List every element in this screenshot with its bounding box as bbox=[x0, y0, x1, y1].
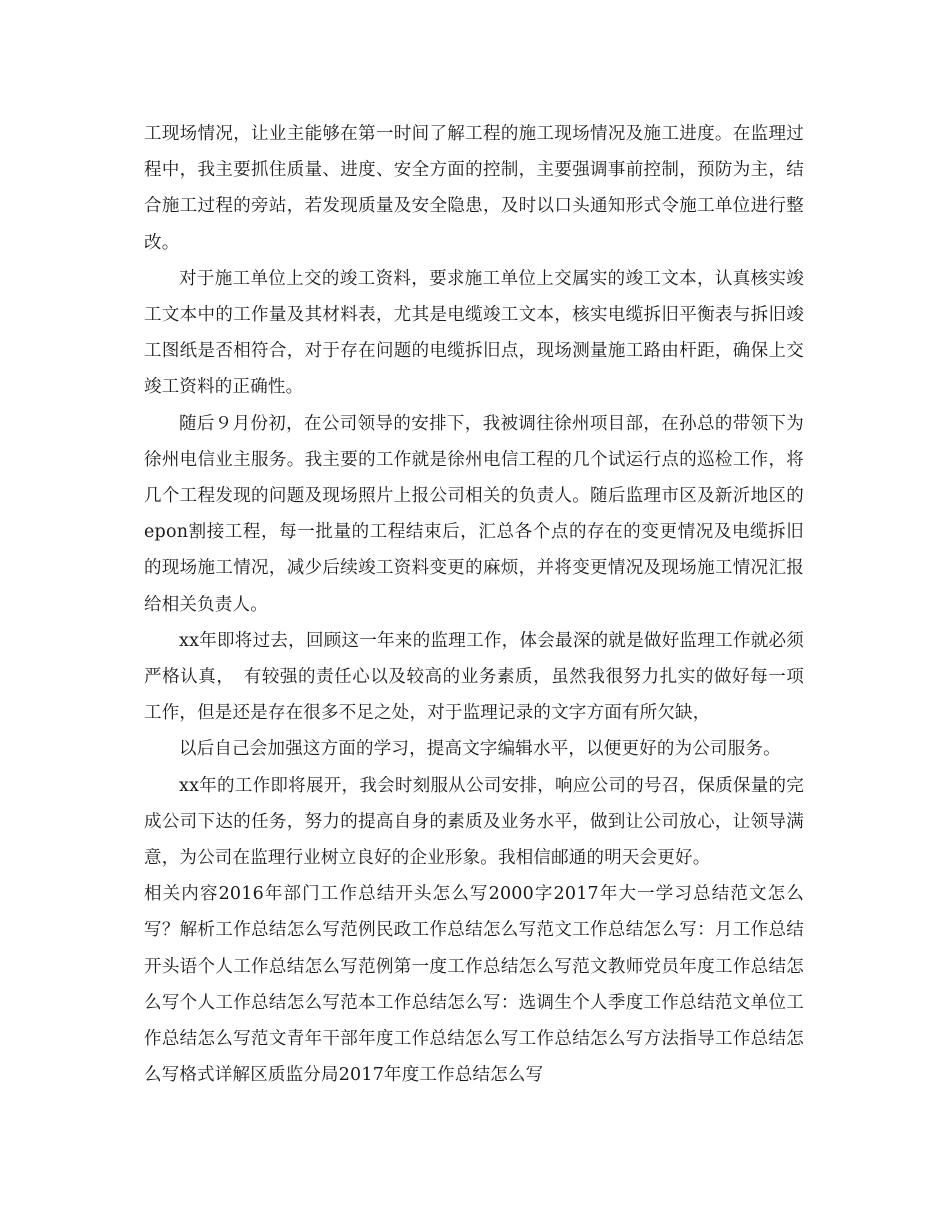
paragraph-site-supervision: 工现场情况，让业主能够在第一时间了解工程的施工现场情况及施工进度。在监理过程中，我主要抓住质量、进度、安全方面的控制，主要强调事前控制，预防为主，结合施工过程的旁站，若发现质量及安全隐患，及时以口头通知形式令施工单位进行整改。 bbox=[144, 124, 804, 253]
paragraph-next-year: xx年的工作即将展开，我会时刻服从公司安排，响应公司的号召，保质保量的完成公司下达的任务，努力的提高自身的素质及业务水平，做到让公司放心，让领导满意，为公司在监理行业树立良好的企业形象。我相信邮通的明天会更好。 bbox=[144, 775, 804, 869]
paragraph-improvement: 以后自己会加强这方面的学习，提高文字编辑水平，以便更好的为公司服务。 bbox=[179, 739, 781, 760]
paragraph-xuzhou-project: 随后９月份初，在公司领导的安排下，我被调往徐州项目部，在孙总的带领下为徐州电信业主服务。我主要的工作就是徐州电信工程的几个试运行点的巡检工作，将几个工程发现的问题及现场照片上报公司相关的负责人。随后监理市区及新沂地区的epon割接工程，每一批量的工程结束后，汇总各个点的存在的变更情况及电缆拆旧的现场施工情况，减少后续竣工资料变更的麻烦，并将变更情况及现场施工情况汇报给相关负责人。 bbox=[144, 413, 804, 615]
document-body bbox=[144, 116, 804, 1093]
paragraph-year-review: xx年即将过去，回顾这一年来的监理工作，体会最深的就是做好监理工作就必须严格认真， 有较强的责任心以及较高的业务素质，虽然我很努力扎实的做好每一项工作，但是还是存在很多不足之处，对于监理记录的文字方面有所欠缺， bbox=[144, 630, 804, 724]
paragraph-related-content: 相关内容2016年部门工作总结开头怎么写2000字2017年大一学习总结范文怎么写？解析工作总结怎么写范例民政工作总结怎么写范文工作总结怎么写：月工作总结开头语个人工作总结怎么写范例第一度工作总结怎么写范文教师党员年度工作总结怎么写个人工作总结怎么写范本工作总结怎么写：选调生个人季度工作总结范文单位工作总结怎么写范文青年干部年度工作总结怎么写工作总结怎么写方法指导工作总结怎么写格式详解区质监分局2017年度工作总结怎么写 bbox=[144, 884, 804, 1086]
paragraph-completion-documents: 对于施工单位上交的竣工资料，要求施工单位上交属实的竣工文本，认真核实竣工文本中的工作量及其材料表，尤其是电缆竣工文本，核实电缆拆旧平衡表与拆旧竣工图纸是否相符合，对于存在问题的电缆拆旧点，现场测量施工路由杆距，确保上交竣工资料的正确性。 bbox=[144, 268, 804, 398]
